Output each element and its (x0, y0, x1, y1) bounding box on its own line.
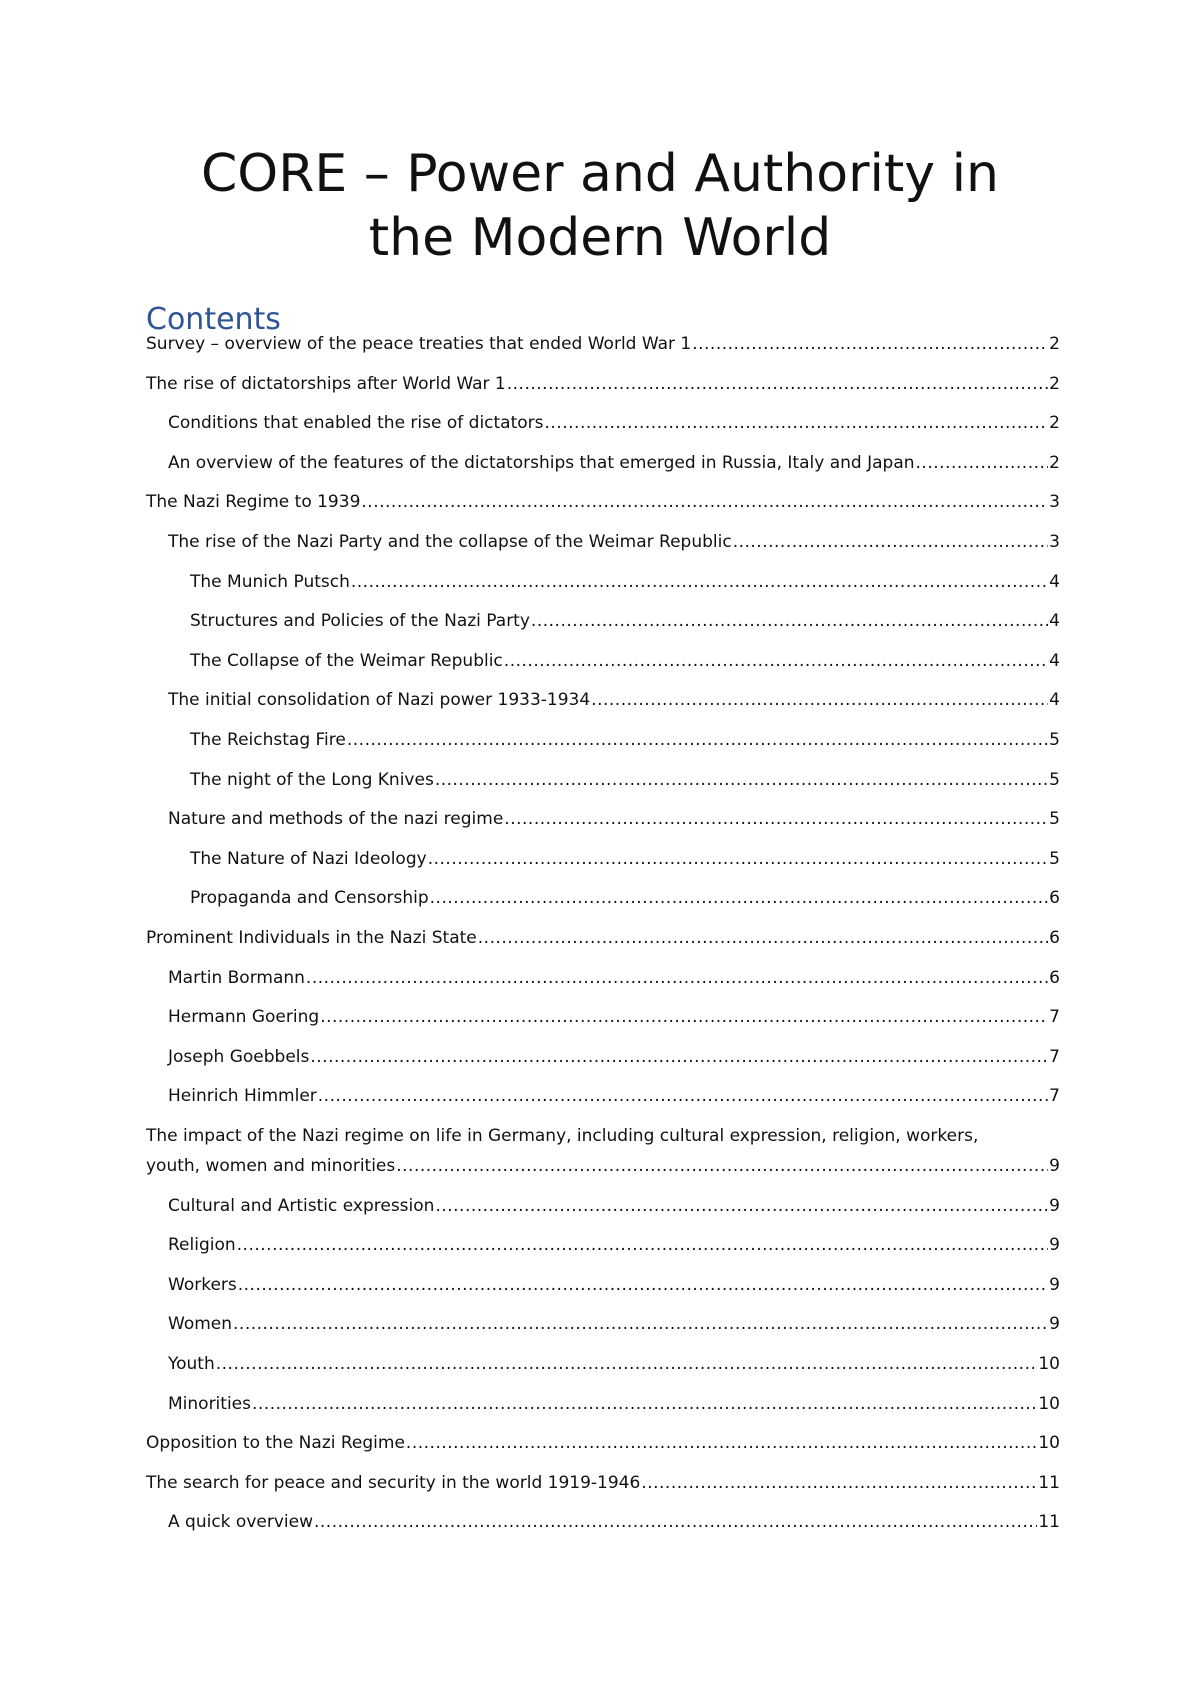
toc-leader-dots (591, 685, 1048, 715)
toc-page-number[interactable]: 2 (1049, 452, 1060, 473)
toc-page-number[interactable]: 9 (1049, 1235, 1060, 1256)
toc-entry[interactable] (0, 923, 1200, 953)
toc-page-number[interactable]: 2 (1049, 334, 1060, 354)
toc-entry-title[interactable]: Prominent Individuals in the Nazi State (146, 928, 477, 948)
toc-leader-dots (504, 804, 1048, 834)
toc-entry[interactable] (0, 606, 1200, 636)
toc-page-number[interactable]: 5 (1049, 730, 1060, 750)
toc-page-number[interactable]: 6 (1049, 888, 1060, 909)
toc-leader-dots (318, 1081, 1048, 1111)
toc-page-number[interactable]: 5 (1049, 769, 1060, 790)
toc-entry-row (168, 804, 1060, 834)
toc-entry-row (168, 685, 1060, 715)
toc-page-number[interactable]: 7 (1049, 1007, 1060, 1028)
toc-page-number[interactable]: 5 (1049, 848, 1060, 869)
toc-entry-row (168, 1002, 1060, 1032)
toc-leader-dots (237, 1230, 1049, 1260)
toc-entry-row (146, 329, 1060, 359)
toc-entry-title[interactable]: Hermann Goering (168, 1007, 320, 1028)
toc-leader-dots (507, 369, 1048, 399)
toc-entry[interactable] (0, 369, 1200, 399)
toc-entry-row (146, 487, 1060, 517)
toc-entry-row (146, 1428, 1060, 1458)
toc-entry-title[interactable]: Cultural and Artistic expression (168, 1195, 435, 1216)
toc-page-number[interactable]: 6 (1049, 967, 1060, 988)
toc-entry-title[interactable]: The Reichstag Fire (190, 730, 346, 750)
toc-entry-title[interactable]: The Nazi Regime to 1939 (146, 492, 361, 513)
toc-entry[interactable] (0, 1002, 1200, 1032)
toc-entry-row (168, 1270, 1060, 1300)
toc-entry[interactable] (0, 963, 1200, 993)
toc-leader-dots (320, 1002, 1048, 1032)
toc-page-number[interactable]: 4 (1049, 571, 1060, 592)
toc-entry-title[interactable]: The rise of dictatorships after World War 1 (146, 373, 506, 394)
toc-entry[interactable] (0, 1191, 1200, 1221)
toc-entry-row (168, 1309, 1060, 1339)
toc-entry-title[interactable]: Religion (168, 1235, 236, 1256)
toc-leader-dots (692, 329, 1048, 359)
toc-leader-dots (252, 1389, 1037, 1419)
toc-entry[interactable] (0, 448, 1200, 478)
toc-leader-dots (216, 1349, 1038, 1379)
toc-entry-title[interactable]: Joseph Goebbels (168, 1046, 310, 1067)
toc-entry-title[interactable]: A quick overview (168, 1512, 313, 1533)
toc-leader-dots (406, 1428, 1037, 1458)
toc-leader-dots (435, 765, 1048, 795)
toc-leader-dots (430, 883, 1049, 913)
toc-leader-dots (504, 646, 1048, 676)
toc-entry-title[interactable]: Opposition to the Nazi Regime (146, 1433, 405, 1454)
toc-entry-row (190, 606, 1060, 636)
toc-page-number[interactable]: 9 (1049, 1195, 1060, 1216)
title-line-1: CORE – Power and Authority in (200, 144, 999, 204)
toc-entry[interactable] (0, 883, 1200, 913)
toc-entry-title[interactable]: Nature and methods of the nazi regime (168, 809, 504, 830)
toc-leader-dots (314, 1507, 1037, 1537)
toc-entry[interactable] (0, 1230, 1200, 1260)
toc-page-number[interactable]: 10 (1038, 1354, 1060, 1374)
document-title (146, 142, 1054, 270)
toc-entry[interactable] (0, 1349, 1200, 1379)
toc-page-number[interactable]: 7 (1049, 1086, 1060, 1107)
toc-entry[interactable] (0, 1309, 1200, 1339)
toc-entry-row (168, 1349, 1060, 1379)
toc-page-number[interactable]: 4 (1049, 690, 1060, 711)
toc-page-number[interactable]: 3 (1049, 532, 1060, 552)
toc-entry[interactable] (0, 567, 1200, 597)
toc-entry[interactable] (0, 487, 1200, 517)
toc-entry[interactable] (0, 804, 1200, 834)
toc-leader-dots (641, 1468, 1037, 1498)
toc-entry-row (168, 1507, 1060, 1537)
toc-entry-title[interactable]: Women (168, 1314, 233, 1335)
toc-entry-title[interactable]: Conditions that enabled the rise of dictators (168, 413, 544, 434)
toc-page-number[interactable]: 10 (1038, 1433, 1060, 1454)
toc-entry[interactable] (0, 1042, 1200, 1072)
toc-leader-dots (545, 408, 1049, 438)
toc-entry-title[interactable]: The Collapse of the Weimar Republic (190, 650, 503, 671)
toc-entry[interactable] (0, 765, 1200, 795)
toc-entry-title[interactable]: Minorities (168, 1393, 251, 1414)
toc-entry-row (168, 527, 1060, 557)
toc-entry-title[interactable]: Heinrich Himmler (168, 1086, 317, 1107)
toc-leader-dots (478, 923, 1048, 953)
toc-entry[interactable] (0, 408, 1200, 438)
toc-entry[interactable] (0, 646, 1200, 676)
toc-page-number[interactable]: 4 (1049, 650, 1060, 671)
toc-entry[interactable] (0, 1507, 1200, 1537)
toc-leader-dots (306, 963, 1048, 993)
toc-page-number[interactable]: 5 (1049, 809, 1060, 830)
toc-entry-first-line[interactable]: The impact of the Nazi regime on life in Germany, including cultural expression, religion, workers, (146, 1126, 979, 1146)
toc-leader-dots (238, 1270, 1048, 1300)
toc-entry[interactable] (0, 1270, 1200, 1300)
toc-entry-row (190, 646, 1060, 676)
toc-page-number[interactable]: 9 (1049, 1156, 1060, 1176)
toc-entry-row (168, 1389, 1060, 1419)
toc-entry-row (146, 1151, 1060, 1181)
toc-page-number[interactable]: 9 (1049, 1274, 1060, 1295)
toc-leader-dots (310, 1042, 1048, 1072)
toc-entry-row (146, 923, 1060, 953)
toc-page-number[interactable]: 4 (1049, 611, 1060, 632)
toc-leader-dots (347, 725, 1048, 755)
toc-page-number[interactable]: 6 (1049, 928, 1060, 948)
toc-entry-title[interactable]: Workers (168, 1274, 237, 1295)
toc-page-number[interactable]: 7 (1049, 1046, 1060, 1067)
toc-entry-title[interactable]: Survey – overview of the peace treaties that ended World War 1 (146, 334, 692, 354)
toc-leader-dots (351, 567, 1048, 597)
toc-leader-dots (435, 1191, 1048, 1221)
toc-entry-row (168, 1042, 1060, 1072)
toc-page-number[interactable]: 2 (1049, 413, 1060, 434)
toc-entry-row (146, 1468, 1060, 1498)
toc-leader-dots (361, 487, 1048, 517)
toc-page-number[interactable]: 11 (1038, 1512, 1060, 1533)
toc-entry[interactable] (0, 1428, 1200, 1458)
toc-entry-row (190, 883, 1060, 913)
toc-entry-title[interactable]: Structures and Policies of the Nazi Party (190, 611, 530, 632)
toc-entry-title[interactable]: An overview of the features of the dictatorships that emerged in Russia, Italy and Japan (168, 452, 915, 473)
toc-entry-title[interactable]: youth, women and minorities (146, 1156, 396, 1176)
toc-entry[interactable] (0, 1468, 1200, 1498)
toc-entry[interactable] (0, 527, 1200, 557)
toc-entry[interactable] (0, 1151, 1200, 1181)
title-line-2: the Modern World (368, 208, 832, 268)
toc-entry[interactable] (0, 329, 1200, 359)
toc-entry-title[interactable]: The night of the Long Knives (190, 769, 434, 790)
toc-page-number[interactable]: 3 (1049, 492, 1060, 513)
toc-entry-row (168, 963, 1060, 993)
toc-leader-dots (916, 448, 1049, 478)
toc-entry-row (168, 408, 1060, 438)
toc-entry[interactable] (0, 725, 1200, 755)
contents-heading: Contents (146, 302, 281, 337)
toc-entry-row (168, 448, 1060, 478)
toc-entry-title[interactable]: Propaganda and Censorship (190, 888, 429, 909)
toc-entry-row (168, 1191, 1060, 1221)
toc-leader-dots (233, 1309, 1048, 1339)
toc-entry[interactable] (0, 1389, 1200, 1419)
toc-entry[interactable] (0, 1081, 1200, 1111)
toc-entry[interactable] (0, 844, 1200, 874)
toc-entry-row (168, 1081, 1060, 1111)
toc-entry-title[interactable]: Martin Bormann (168, 967, 305, 988)
toc-page-number[interactable]: 10 (1038, 1393, 1060, 1414)
toc-entry-row (146, 369, 1060, 399)
toc-entry-title[interactable]: The search for peace and security in the world 1919-1946 (146, 1472, 641, 1493)
toc-entry-row (190, 567, 1060, 597)
toc-entry-title[interactable]: Youth (168, 1354, 215, 1374)
toc-entry-title[interactable]: The initial consolidation of Nazi power 1933-1934 (168, 690, 591, 711)
toc-entry-row (168, 1230, 1060, 1260)
toc-entry-title[interactable]: The Nature of Nazi Ideology (190, 848, 427, 869)
toc-leader-dots (396, 1151, 1048, 1181)
toc-page-number[interactable]: 11 (1038, 1472, 1060, 1493)
toc-entry[interactable] (0, 685, 1200, 715)
toc-leader-dots (531, 606, 1048, 636)
toc-entry-row (190, 765, 1060, 795)
toc-entry-row (190, 725, 1060, 755)
toc-leader-dots (428, 844, 1048, 874)
toc-entry-title[interactable]: The rise of the Nazi Party and the collapse of the Weimar Republic (168, 532, 732, 552)
toc-entry-row (190, 844, 1060, 874)
toc-page-number[interactable]: 2 (1049, 373, 1060, 394)
toc-page-number[interactable]: 9 (1049, 1314, 1060, 1335)
toc-entry-title[interactable]: The Munich Putsch (190, 571, 350, 592)
toc-leader-dots (733, 527, 1048, 557)
